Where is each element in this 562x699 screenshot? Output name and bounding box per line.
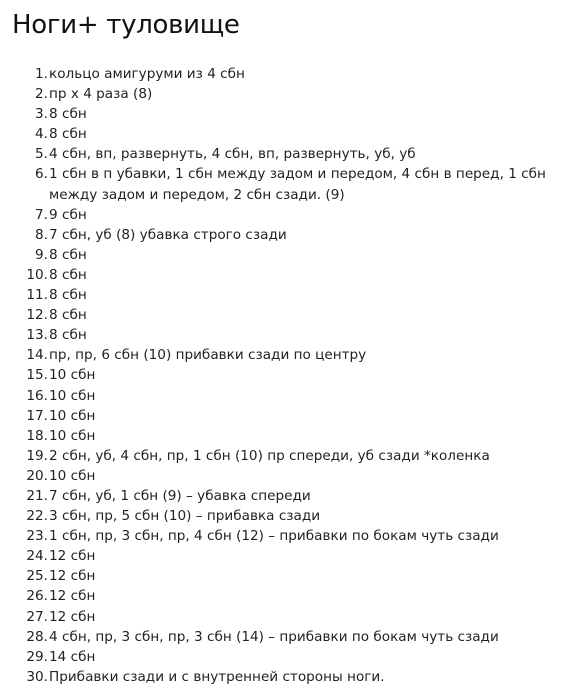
step-text: 10 сбн (49, 387, 96, 404)
step-number: 17. (26, 407, 48, 424)
step-number: 22. (26, 508, 48, 525)
list-item (12, 84, 554, 104)
step-number: 10. (26, 266, 48, 283)
list-item (12, 305, 554, 325)
step-text: 2 сбн, уб, 4 сбн, пр, 1 сбн (10) пр спереди, уб сзади *коленка (49, 447, 490, 464)
list-item (12, 446, 554, 466)
step-text: 8 сбн (49, 287, 87, 304)
step-text: 12 сбн (49, 588, 96, 605)
pattern-steps-list (12, 64, 554, 687)
step-number: 4. (35, 126, 48, 143)
step-text: 7 сбн, уб (8) убавка строго сзади (49, 226, 287, 243)
step-text: 8 сбн (49, 266, 87, 283)
step-number: 7. (35, 206, 48, 223)
list-item (12, 225, 554, 245)
step-number: 1. (35, 66, 48, 82)
step-text: 7 сбн, уб, 1 сбн (9) – убавка спереди (49, 487, 311, 504)
step-number: 30. (26, 668, 48, 685)
list-item (12, 526, 554, 546)
list-item (12, 386, 554, 406)
step-text: Прибавки сзади и с внутренней стороны ноги. (49, 668, 385, 685)
step-text: 10 сбн (49, 427, 96, 444)
step-text: 4 сбн, пр, 3 сбн, пр, 3 сбн (14) – прибавки по бокам чуть сзади (49, 628, 499, 645)
list-item (12, 164, 554, 204)
step-text: кольцо амигуруми из 4 сбн (49, 66, 245, 82)
list-item (12, 205, 554, 225)
step-number: 14. (26, 347, 48, 364)
step-text: пр х 4 раза (8) (49, 86, 153, 103)
step-text: 8 сбн (49, 106, 87, 123)
list-item (12, 647, 554, 667)
step-number: 20. (26, 467, 48, 484)
list-item (12, 406, 554, 426)
step-number: 5. (35, 146, 48, 163)
step-text: 4 сбн, вп, развернуть, 4 сбн, вп, развернуть, уб, уб (49, 146, 416, 163)
list-item (12, 245, 554, 265)
list-item (12, 144, 554, 164)
step-text: 3 сбн, пр, 5 сбн (10) – прибавка сзади (49, 508, 321, 525)
step-text: 1 сбн в п убавки, 1 сбн между задом и передом, 4 сбн в перед, 1 сбн между задом и передом, 2 сбн сзади. (9) (49, 166, 546, 203)
step-number: 15. (26, 367, 48, 384)
step-number: 13. (26, 327, 48, 344)
step-text: 10 сбн (49, 367, 96, 384)
step-number: 27. (26, 608, 48, 625)
step-number: 11. (26, 287, 48, 304)
list-item (12, 265, 554, 285)
list-item (12, 627, 554, 647)
step-text: 14 сбн (49, 648, 96, 665)
step-number: 26. (26, 588, 48, 605)
step-text: пр, пр, 6 сбн (10) прибавки сзади по центру (49, 347, 367, 364)
list-item (12, 506, 554, 526)
step-number: 19. (26, 447, 48, 464)
step-number: 24. (26, 548, 48, 565)
list-item (12, 325, 554, 345)
list-item (12, 566, 554, 586)
step-number: 29. (26, 648, 48, 665)
step-number: 12. (26, 307, 48, 324)
step-number: 2. (35, 86, 48, 103)
step-number: 21. (26, 487, 48, 504)
step-number: 28. (26, 628, 48, 645)
list-item (12, 104, 554, 124)
step-text: 9 сбн (49, 206, 87, 223)
step-number: 3. (35, 106, 48, 123)
step-text: 10 сбн (49, 467, 96, 484)
step-text: 10 сбн (49, 407, 96, 424)
list-item (12, 285, 554, 305)
list-item (12, 607, 554, 627)
step-number: 6. (35, 166, 48, 183)
step-text: 12 сбн (49, 608, 96, 625)
step-text: 12 сбн (49, 568, 96, 585)
list-item (12, 345, 554, 365)
step-text: 12 сбн (49, 548, 96, 565)
list-item (12, 426, 554, 446)
step-number: 23. (26, 528, 48, 545)
list-item (12, 124, 554, 144)
step-text: 8 сбн (49, 307, 87, 324)
page-title: Ноги+ туловище (12, 10, 240, 40)
list-item (12, 486, 554, 506)
list-item (12, 64, 554, 84)
list-item (12, 546, 554, 566)
step-text: 8 сбн (49, 327, 87, 344)
step-text: 1 сбн, пр, 3 сбн, пр, 4 сбн (12) – прибавки по бокам чуть сзади (49, 528, 499, 545)
step-number: 18. (26, 427, 48, 444)
list-item (12, 586, 554, 606)
step-number: 25. (26, 568, 48, 585)
step-number: 8. (35, 226, 48, 243)
step-number: 16. (26, 387, 48, 404)
step-text: 8 сбн (49, 126, 87, 143)
list-item (12, 466, 554, 486)
step-number: 9. (35, 246, 48, 263)
list-item (12, 365, 554, 385)
step-text: 8 сбн (49, 246, 87, 263)
list-item (12, 667, 554, 687)
